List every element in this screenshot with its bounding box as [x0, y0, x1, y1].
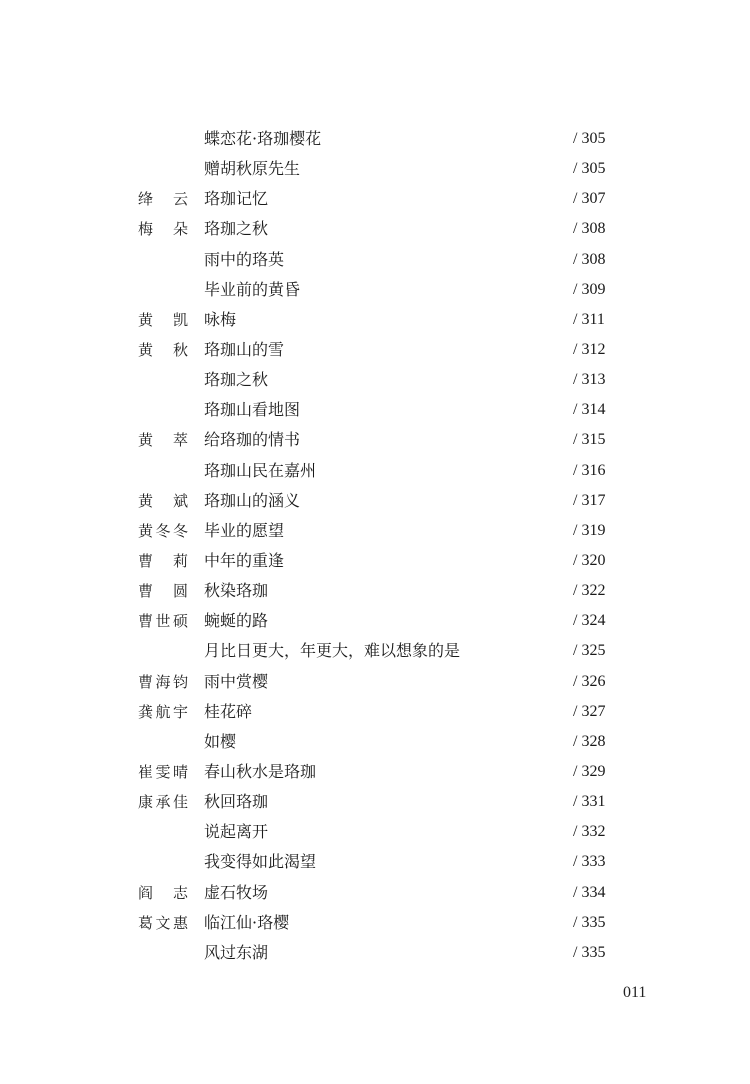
toc-title: 秋回珞珈	[204, 792, 269, 812]
table-of-contents	[0, 124, 750, 968]
toc-page-number: / 309	[573, 280, 606, 298]
toc-page-number: / 333	[573, 853, 606, 871]
toc-author: 阎志	[138, 883, 188, 902]
toc-page-number: / 307	[573, 190, 606, 208]
toc-entry[interactable]	[0, 456, 750, 486]
toc-entry[interactable]	[0, 395, 750, 425]
toc-author: 康承佳	[138, 793, 188, 812]
toc-author: 黄萃	[138, 431, 188, 450]
toc-page-number: / 308	[573, 250, 606, 268]
toc-title: 赠胡秋原先生	[204, 159, 301, 179]
toc-title: 珞珈山的涵义	[204, 490, 301, 510]
toc-title: 毕业前的黄昏	[204, 279, 301, 299]
toc-page-number: / 335	[573, 913, 606, 931]
toc-page-number: / 305	[573, 160, 606, 178]
toc-entry[interactable]	[0, 486, 750, 516]
toc-title: 我变得如此渴望	[204, 852, 317, 872]
toc-title: 秋染珞珈	[204, 581, 269, 601]
toc-entry[interactable]	[0, 184, 750, 214]
toc-title: 珞珈山的雪	[204, 339, 285, 359]
toc-title: 咏梅	[204, 309, 237, 329]
toc-page-number: / 328	[573, 732, 606, 750]
toc-author: 曹圆	[138, 582, 188, 601]
toc-title: 如樱	[204, 731, 237, 751]
toc-entry[interactable]	[0, 214, 750, 244]
toc-entry[interactable]	[0, 878, 750, 908]
toc-entry[interactable]	[0, 636, 750, 666]
toc-entry[interactable]	[0, 667, 750, 697]
toc-author: 龚航宇	[138, 702, 188, 721]
page-folio-number: 011	[623, 984, 647, 1001]
toc-entry[interactable]	[0, 576, 750, 606]
toc-author: 黄凯	[138, 310, 188, 329]
toc-title: 蜿蜒的路	[204, 611, 269, 631]
toc-entry[interactable]	[0, 124, 750, 154]
toc-page-number: / 327	[573, 702, 606, 720]
toc-page-number: / 317	[573, 491, 606, 509]
toc-page-number: / 322	[573, 582, 606, 600]
toc-page-number: / 325	[573, 642, 606, 660]
toc-entry[interactable]	[0, 787, 750, 817]
toc-entry[interactable]	[0, 606, 750, 636]
toc-author: 梅朵	[138, 220, 188, 239]
toc-title: 春山秋水是珞珈	[204, 761, 317, 781]
toc-entry[interactable]	[0, 275, 750, 305]
toc-page-number: / 335	[573, 943, 606, 961]
toc-title: 毕业的愿望	[204, 520, 285, 540]
toc-title: 说起离开	[204, 822, 269, 842]
toc-entry[interactable]	[0, 938, 750, 968]
toc-author: 葛文惠	[138, 913, 188, 932]
toc-entry[interactable]	[0, 908, 750, 938]
toc-author: 曹莉	[138, 551, 188, 570]
toc-title: 珞珈山看地图	[204, 400, 301, 420]
toc-entry[interactable]	[0, 154, 750, 184]
toc-author: 曹世硕	[138, 612, 188, 631]
toc-title: 给珞珈的情书	[204, 430, 301, 450]
toc-entry[interactable]	[0, 546, 750, 576]
toc-author: 曹海钧	[138, 672, 188, 691]
toc-title: 珞珈之秋	[204, 370, 269, 390]
toc-page-number: / 308	[573, 220, 606, 238]
toc-page-number: / 311	[573, 310, 605, 328]
toc-entry[interactable]	[0, 727, 750, 757]
toc-title: 临江仙·珞樱	[204, 912, 290, 932]
toc-title: 珞珈记忆	[204, 189, 269, 209]
toc-page-number: / 319	[573, 521, 606, 539]
toc-entry[interactable]	[0, 365, 750, 395]
toc-title: 虚石牧场	[204, 882, 269, 902]
toc-entry[interactable]	[0, 335, 750, 365]
toc-entry[interactable]	[0, 847, 750, 877]
toc-page-number: / 332	[573, 823, 606, 841]
toc-page-number: / 315	[573, 431, 606, 449]
toc-title: 珞珈山民在嘉州	[204, 460, 317, 480]
toc-title: 雨中的珞英	[204, 249, 285, 269]
toc-entry[interactable]	[0, 697, 750, 727]
toc-page-number: / 331	[573, 793, 606, 811]
toc-page-number: / 329	[573, 762, 606, 780]
toc-page-number: / 313	[573, 371, 606, 389]
toc-author: 黄秋	[138, 340, 188, 359]
toc-page-number: / 314	[573, 401, 606, 419]
toc-page-number: / 326	[573, 672, 606, 690]
toc-author: 黄冬冬	[138, 521, 188, 540]
toc-title: 月比日更大，年更大，难以想象的是	[204, 641, 461, 661]
toc-entry[interactable]	[0, 516, 750, 546]
toc-title: 风过东湖	[204, 942, 269, 962]
toc-title: 中年的重逢	[204, 550, 285, 570]
toc-author: 黄斌	[138, 491, 188, 510]
toc-entry[interactable]	[0, 757, 750, 787]
toc-title: 雨中赏樱	[204, 671, 269, 691]
toc-title: 蝶恋花·珞珈樱花	[204, 129, 322, 148]
toc-page-number: / 324	[573, 612, 606, 630]
toc-page-number: / 305	[573, 130, 606, 147]
toc-entry[interactable]	[0, 245, 750, 275]
toc-page-number: / 320	[573, 551, 606, 569]
toc-author: 绛云	[138, 190, 188, 209]
toc-author: 崔雯晴	[138, 762, 188, 781]
toc-entry[interactable]	[0, 425, 750, 455]
toc-title: 珞珈之秋	[204, 219, 269, 239]
toc-entry[interactable]	[0, 305, 750, 335]
toc-title: 桂花碎	[204, 701, 253, 721]
toc-page-number: / 312	[573, 340, 606, 358]
toc-entry[interactable]	[0, 817, 750, 847]
toc-page-number: / 334	[573, 883, 606, 901]
toc-page-number: / 316	[573, 461, 606, 479]
